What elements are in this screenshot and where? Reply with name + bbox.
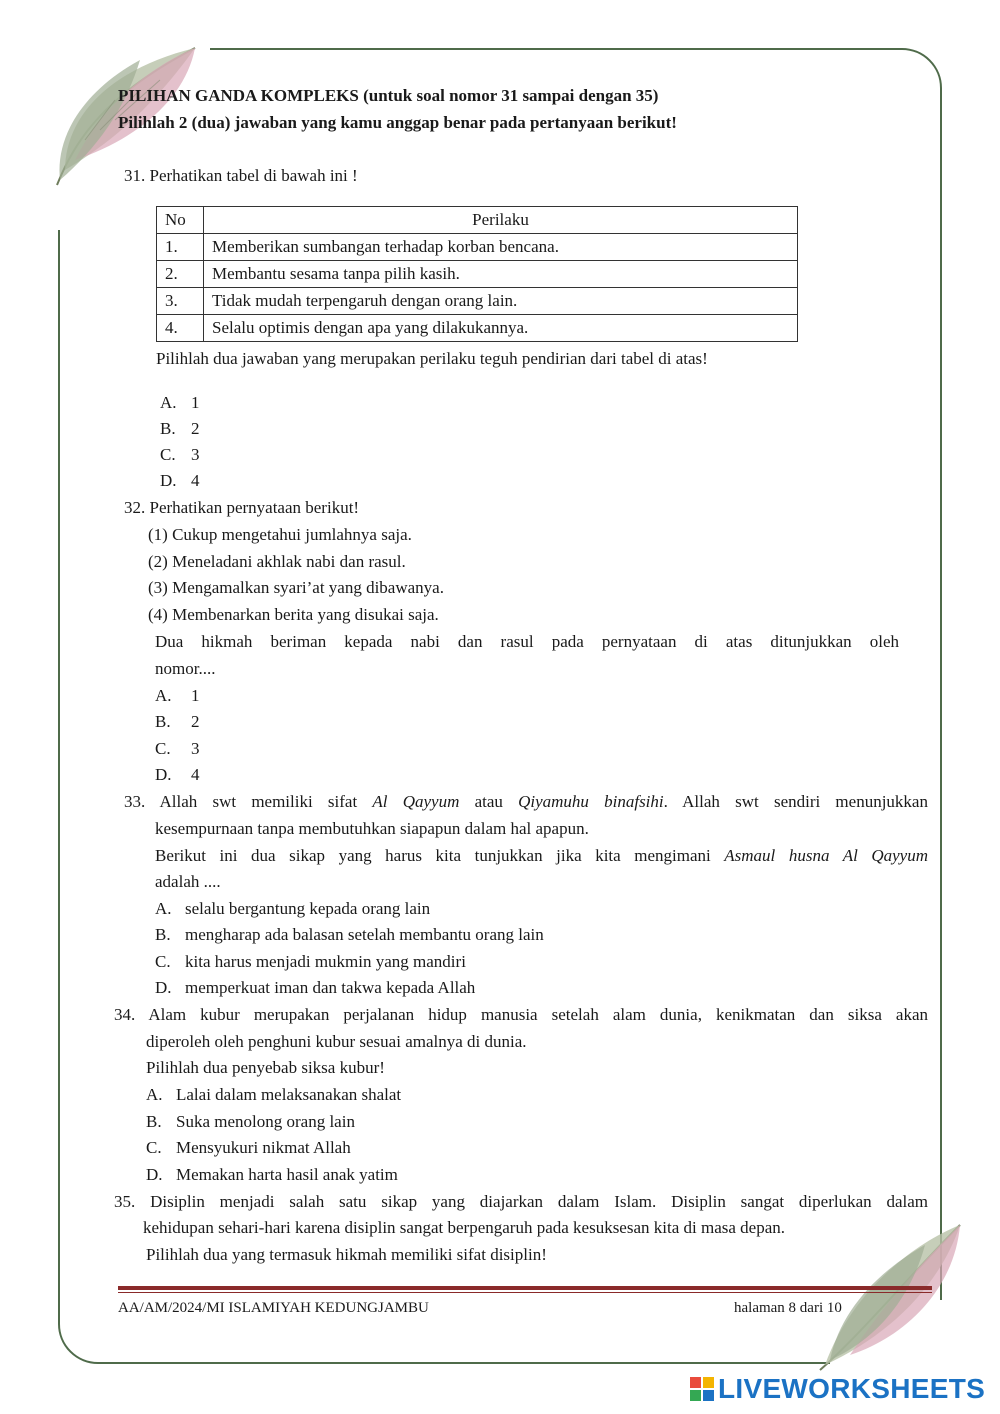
option-text: mengharap ada balasan setelah membantu orang lain [185, 925, 544, 944]
question-33-option-b[interactable] [155, 925, 544, 945]
table-cell-no: 2. [157, 261, 204, 288]
question-35-stem: 35. Disiplin menjadi salah satu sikap yang diajarkan dalam Islam. Disiplin sangat diperlukan dalam [114, 1192, 928, 1211]
footer-document-code: AA/AM/2024/MI ISLAMIYAH KEDUNGJAMBU [118, 1300, 429, 1316]
question-32-stem: 32. Perhatikan pernyataan berikut! [124, 498, 360, 517]
option-letter: B. [155, 925, 171, 944]
option-letter: A. [155, 899, 172, 918]
question-34-stem-cont: diperoleh oleh penghuni kubur sesuai amalnya di dunia. [146, 1032, 527, 1051]
option-letter: D. [155, 978, 172, 997]
option-letter: A. [155, 686, 172, 705]
table-row [157, 288, 798, 315]
option-letter: B. [155, 712, 171, 731]
liveworksheets-icon [690, 1377, 714, 1401]
question-32-option-b[interactable] [155, 712, 200, 732]
question-35-stem-cont: kehidupan sehari-hari karena disiplin sangat berpengaruh pada kesuksesan kita di masa depan. [143, 1218, 785, 1237]
question-31-option-d[interactable] [160, 471, 200, 491]
leaf-decoration-icon [800, 1215, 970, 1375]
table-row [157, 234, 798, 261]
question-32-option-a[interactable] [155, 686, 200, 706]
question-34-option-b[interactable] [146, 1112, 355, 1132]
option-letter: A. [160, 393, 177, 412]
option-text: 2 [191, 712, 200, 731]
table-header-row [157, 207, 798, 234]
table-row [157, 315, 798, 342]
term-asmaul-husna: Asmaul husna Al Qayyum [724, 846, 929, 865]
table-header-no: No [157, 207, 204, 234]
table-row [157, 261, 798, 288]
question-32-option-c[interactable] [155, 739, 200, 759]
question-34-option-d[interactable] [146, 1165, 398, 1185]
question-33-stem: 33. Allah swt memiliki sifat Al Qayyum atau Qiyamuhu binafsihi. Allah swt sendiri menunjukkan [124, 792, 928, 811]
question-33-option-c[interactable] [155, 952, 466, 972]
option-letter: C. [146, 1138, 162, 1157]
statement-item: (2) Meneladani akhlak nabi dan rasul. [148, 552, 406, 571]
footer-divider [118, 1286, 932, 1290]
behavior-table [156, 206, 798, 342]
footer-divider-thin [118, 1292, 932, 1293]
question-34-option-c[interactable] [146, 1138, 351, 1158]
option-text: Lalai dalam melaksanakan shalat [176, 1085, 402, 1104]
option-letter: D. [160, 471, 177, 490]
option-text: 4 [191, 765, 200, 784]
option-text: 1 [191, 393, 200, 412]
question-32-prompt: Dua hikmah beriman kepada nabi dan rasul pada pernyataan di atas ditunjukkan oleh [155, 632, 899, 651]
question-31-option-c[interactable] [160, 445, 200, 465]
table-header-perilaku: Perilaku [204, 207, 798, 234]
section-title: PILIHAN GANDA KOMPLEKS (untuk soal nomor 31 sampai dengan 35) [118, 86, 659, 105]
question-33-option-a[interactable] [155, 899, 431, 919]
option-letter: B. [160, 419, 176, 438]
question-34-option-a[interactable] [146, 1085, 402, 1105]
question-31-stem: 31. Perhatikan tabel di bawah ini ! [124, 166, 358, 185]
option-text: selalu bergantung kepada orang lain [185, 899, 431, 918]
table-cell-no: 1. [157, 234, 204, 261]
question-31-option-a[interactable] [160, 393, 200, 413]
question-35-prompt: Pilihlah dua yang termasuk hikmah memiliki sifat disiplin! [146, 1245, 547, 1264]
question-33-option-d[interactable] [155, 978, 476, 998]
question-31-prompt: Pilihlah dua jawaban yang merupakan perilaku teguh pendirian dari tabel di atas! [156, 349, 708, 368]
table-cell-perilaku: Tidak mudah terpengaruh dengan orang lain. [204, 288, 798, 315]
question-33-prompt-cont: adalah .... [155, 872, 221, 891]
option-text: 4 [191, 471, 200, 490]
question-32-prompt-cont: nomor.... [155, 659, 216, 678]
option-text: Mensyukuri nikmat Allah [176, 1138, 351, 1157]
footer-page-number: halaman 8 dari 10 [734, 1300, 842, 1316]
option-text: 2 [191, 419, 200, 438]
term-qiyamuhu: Qiyamuhu binafsihi [518, 792, 664, 811]
liveworksheets-logo[interactable] [690, 1373, 985, 1405]
question-34-prompt: Pilihlah dua penyebab siksa kubur! [146, 1058, 385, 1077]
table-cell-perilaku: Memberikan sumbangan terhadap korban bencana. [204, 234, 798, 261]
option-text: kita harus menjadi mukmin yang mandiri [185, 952, 466, 971]
brand-name: LIVEWORKSHEETS [718, 1373, 986, 1404]
option-letter: D. [155, 765, 172, 784]
table-cell-no: 3. [157, 288, 204, 315]
table-cell-no: 4. [157, 315, 204, 342]
question-31-option-b[interactable] [160, 419, 200, 439]
option-text: Suka menolong orang lain [176, 1112, 355, 1131]
option-letter: C. [155, 739, 171, 758]
option-text: Memakan harta hasil anak yatim [176, 1165, 398, 1184]
statement-item: (1) Cukup mengetahui jumlahnya saja. [148, 525, 412, 544]
option-letter: C. [155, 952, 171, 971]
section-instruction: Pilihlah 2 (dua) jawaban yang kamu anggap benar pada pertanyaan berikut! [118, 113, 677, 132]
term-al-qayyum: Al Qayyum [372, 792, 460, 811]
statement-item: (3) Mengamalkan syari’at yang dibawanya. [148, 578, 444, 597]
question-33-prompt: Berikut ini dua sikap yang harus kita tunjukkan jika kita mengimani Asmaul husna Al Qayyum [155, 846, 929, 865]
option-letter: D. [146, 1165, 163, 1184]
table-cell-perilaku: Selalu optimis dengan apa yang dilakukannya. [204, 315, 798, 342]
option-letter: B. [146, 1112, 162, 1131]
question-34-stem: 34. Alam kubur merupakan perjalanan hidup manusia setelah alam dunia, kenikmatan dan siksa akan [114, 1005, 928, 1024]
question-33-stem-cont: kesempurnaan tanpa membutuhkan siapapun dalam hal apapun. [155, 819, 589, 838]
table-cell-perilaku: Membantu sesama tanpa pilih kasih. [204, 261, 798, 288]
option-text: 3 [191, 739, 200, 758]
option-text: 1 [191, 686, 200, 705]
option-letter: C. [160, 445, 176, 464]
option-text: memperkuat iman dan takwa kepada Allah [185, 978, 476, 997]
option-letter: A. [146, 1085, 163, 1104]
question-32-option-d[interactable] [155, 765, 200, 785]
statement-item: (4) Membenarkan berita yang disukai saja. [148, 605, 439, 624]
option-text: 3 [191, 445, 200, 464]
